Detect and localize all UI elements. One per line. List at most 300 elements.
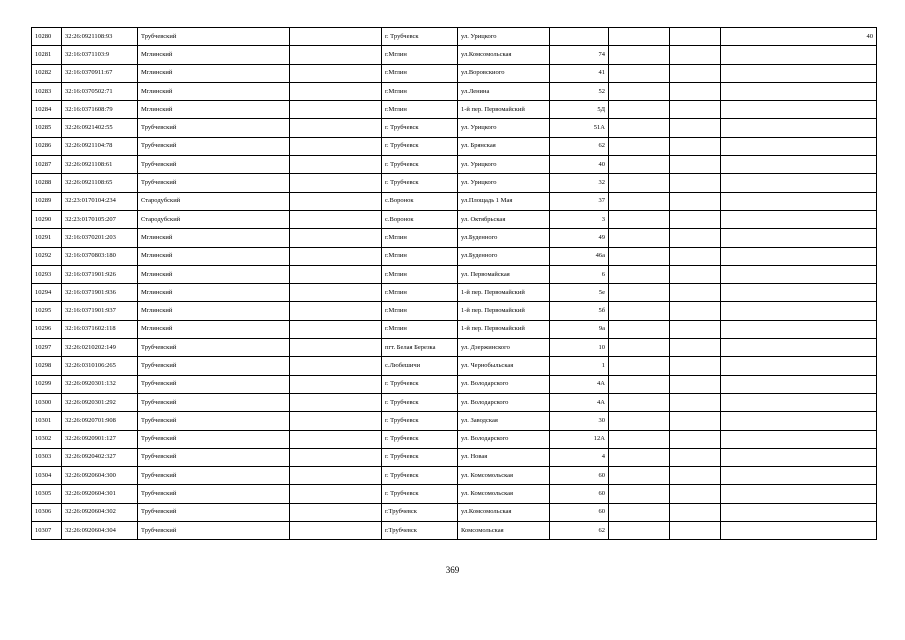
row-id-cell: 10299 [32, 375, 62, 393]
value-cell [721, 320, 877, 338]
blank-cell [609, 393, 670, 411]
row-id-cell: 10285 [32, 119, 62, 137]
house-number-cell: 5е [550, 284, 609, 302]
settlement-cell: г. Трубчевск [382, 430, 458, 448]
table-row [32, 284, 877, 302]
blank-cell [290, 339, 382, 357]
table-row [32, 320, 877, 338]
table-row [32, 430, 877, 448]
blank-cell [290, 265, 382, 283]
settlement-cell: г. Трубчевск [382, 156, 458, 174]
blank-cell [609, 119, 670, 137]
house-number-cell: 46а [550, 247, 609, 265]
district-cell: Мглинский [138, 302, 290, 320]
blank-cell [670, 485, 721, 503]
settlement-cell: г.Трубчевск [382, 522, 458, 540]
value-cell [721, 448, 877, 466]
district-cell: Мглинский [138, 46, 290, 64]
value-cell [721, 247, 877, 265]
value-cell [721, 284, 877, 302]
settlement-cell: г. Трубчевск [382, 393, 458, 411]
house-number-cell: 6 [550, 265, 609, 283]
table-row [32, 82, 877, 100]
blank-cell [670, 156, 721, 174]
row-id-cell: 10287 [32, 156, 62, 174]
row-id-cell: 10289 [32, 192, 62, 210]
value-cell [721, 156, 877, 174]
value-cell [721, 137, 877, 155]
district-cell: Трубчевский [138, 28, 290, 46]
district-cell: Трубчевский [138, 375, 290, 393]
house-number-cell: 5б [550, 302, 609, 320]
settlement-cell: г.Мглин [382, 82, 458, 100]
settlement-cell: г.Мглин [382, 229, 458, 247]
table-row [32, 357, 877, 375]
blank-cell [609, 448, 670, 466]
table-row [32, 64, 877, 82]
district-cell: Трубчевский [138, 156, 290, 174]
district-cell: Мглинский [138, 82, 290, 100]
table-row [32, 503, 877, 521]
value-cell [721, 101, 877, 119]
row-id-cell: 10301 [32, 412, 62, 430]
settlement-cell: г.Мглин [382, 320, 458, 338]
value-cell [721, 265, 877, 283]
row-id-cell: 10284 [32, 101, 62, 119]
row-id-cell: 10286 [32, 137, 62, 155]
district-cell: Трубчевский [138, 503, 290, 521]
cadastral-number-cell: 32:26:0921104:78 [62, 137, 138, 155]
settlement-cell: г. Трубчевск [382, 119, 458, 137]
row-id-cell: 10300 [32, 393, 62, 411]
street-cell: ул.Буденного [458, 229, 550, 247]
house-number-cell: 37 [550, 192, 609, 210]
house-number-cell: 4А [550, 375, 609, 393]
settlement-cell: г.Мглин [382, 302, 458, 320]
settlement-cell: г.Мглин [382, 247, 458, 265]
value-cell [721, 503, 877, 521]
street-cell: ул.Площадь 1 Мая [458, 192, 550, 210]
table-row [32, 448, 877, 466]
district-cell: Трубчевский [138, 412, 290, 430]
street-cell: ул.Буденного [458, 247, 550, 265]
settlement-cell: г. Трубчевск [382, 448, 458, 466]
blank-cell [290, 174, 382, 192]
blank-cell [670, 503, 721, 521]
row-id-cell: 10282 [32, 64, 62, 82]
page-number: 369 [445, 565, 460, 575]
blank-cell [609, 210, 670, 228]
cadastral-number-cell: 32:16:0371602:118 [62, 320, 138, 338]
row-id-cell: 10283 [32, 82, 62, 100]
blank-cell [609, 229, 670, 247]
street-cell: ул.Комсомольская [458, 503, 550, 521]
blank-cell [290, 101, 382, 119]
table-row [32, 156, 877, 174]
house-number-cell: 51А [550, 119, 609, 137]
house-number-cell: 5Д [550, 101, 609, 119]
cadastral-number-cell: 32:16:0371901:926 [62, 265, 138, 283]
row-id-cell: 10296 [32, 320, 62, 338]
cadastral-number-cell: 32:16:0371901:936 [62, 284, 138, 302]
street-cell: 1-й пер. Первомайский [458, 101, 550, 119]
blank-cell [290, 119, 382, 137]
house-number-cell: 41 [550, 64, 609, 82]
blank-cell [290, 247, 382, 265]
settlement-cell: г. Трубчевск [382, 137, 458, 155]
blank-cell [290, 467, 382, 485]
street-cell: ул. Чернобыльская [458, 357, 550, 375]
blank-cell [670, 64, 721, 82]
row-id-cell: 10280 [32, 28, 62, 46]
registry-table [31, 27, 877, 540]
value-cell [721, 119, 877, 137]
settlement-cell: г.Мглин [382, 46, 458, 64]
blank-cell [290, 448, 382, 466]
settlement-cell: с.Любешичи [382, 357, 458, 375]
row-id-cell: 10294 [32, 284, 62, 302]
blank-cell [290, 192, 382, 210]
blank-cell [290, 210, 382, 228]
blank-cell [290, 503, 382, 521]
cadastral-number-cell: 32:26:0920301:292 [62, 393, 138, 411]
blank-cell [670, 375, 721, 393]
blank-cell [670, 448, 721, 466]
cadastral-number-cell: 32:26:0920604:302 [62, 503, 138, 521]
blank-cell [609, 137, 670, 155]
blank-cell [609, 156, 670, 174]
house-number-cell: 32 [550, 174, 609, 192]
blank-cell [609, 302, 670, 320]
blank-cell [670, 137, 721, 155]
blank-cell [670, 522, 721, 540]
table-row [32, 119, 877, 137]
street-cell: 1-й пер. Первомайский [458, 320, 550, 338]
table-row [32, 137, 877, 155]
table-row [32, 174, 877, 192]
value-cell [721, 393, 877, 411]
house-number-cell: 4А [550, 393, 609, 411]
street-cell: ул.Комсомольская [458, 46, 550, 64]
settlement-cell: г. Трубчевск [382, 174, 458, 192]
value-cell [721, 192, 877, 210]
district-cell: Трубчевский [138, 522, 290, 540]
blank-cell [670, 192, 721, 210]
house-number-cell: 3 [550, 210, 609, 228]
house-number-cell: 30 [550, 412, 609, 430]
blank-cell [290, 393, 382, 411]
cadastral-number-cell: 32:16:0371901:937 [62, 302, 138, 320]
row-id-cell: 10303 [32, 448, 62, 466]
value-cell [721, 357, 877, 375]
cadastral-number-cell: 32:16:0370502:71 [62, 82, 138, 100]
row-id-cell: 10281 [32, 46, 62, 64]
blank-cell [609, 430, 670, 448]
value-cell [721, 375, 877, 393]
house-number-cell: 62 [550, 522, 609, 540]
value-cell [721, 229, 877, 247]
blank-cell [290, 284, 382, 302]
district-cell: Стародубский [138, 210, 290, 228]
blank-cell [670, 82, 721, 100]
blank-cell [670, 265, 721, 283]
row-id-cell: 10290 [32, 210, 62, 228]
house-number-cell: 60 [550, 467, 609, 485]
table-row [32, 302, 877, 320]
registry-rows [32, 28, 877, 540]
street-cell: ул. Комсомольская [458, 485, 550, 503]
table-row [32, 522, 877, 540]
table-row [32, 28, 877, 46]
value-cell [721, 430, 877, 448]
row-id-cell: 10292 [32, 247, 62, 265]
blank-cell [670, 174, 721, 192]
house-number-cell: 60 [550, 485, 609, 503]
row-id-cell: 10302 [32, 430, 62, 448]
row-id-cell: 10305 [32, 485, 62, 503]
blank-cell [670, 119, 721, 137]
blank-cell [609, 192, 670, 210]
settlement-cell: г.Мглин [382, 101, 458, 119]
district-cell: Мглинский [138, 265, 290, 283]
blank-cell [670, 302, 721, 320]
blank-cell [290, 357, 382, 375]
house-number-cell: 40 [550, 156, 609, 174]
cadastral-number-cell: 32:23:0170105:207 [62, 210, 138, 228]
district-cell: Трубчевский [138, 137, 290, 155]
house-number-cell: 1 [550, 357, 609, 375]
street-cell: 1-й пер. Первомайский [458, 284, 550, 302]
blank-cell [609, 320, 670, 338]
blank-cell [290, 28, 382, 46]
street-cell: ул. Володарского [458, 375, 550, 393]
blank-cell [670, 320, 721, 338]
cadastral-number-cell: 32:26:0920604:301 [62, 485, 138, 503]
house-number-cell: 60 [550, 503, 609, 521]
street-cell: ул. Урицкого [458, 28, 550, 46]
blank-cell [670, 467, 721, 485]
blank-cell [290, 156, 382, 174]
street-cell: ул. Заводская [458, 412, 550, 430]
cadastral-number-cell: 32:23:0170104:234 [62, 192, 138, 210]
row-id-cell: 10297 [32, 339, 62, 357]
blank-cell [290, 64, 382, 82]
house-number-cell: 74 [550, 46, 609, 64]
street-cell: ул. Урицкого [458, 174, 550, 192]
cadastral-number-cell: 32:16:0371608:79 [62, 101, 138, 119]
district-cell: Трубчевский [138, 393, 290, 411]
street-cell: ул. Володарского [458, 393, 550, 411]
table-row [32, 412, 877, 430]
blank-cell [290, 46, 382, 64]
cadastral-number-cell: 32:26:0920604:300 [62, 467, 138, 485]
settlement-cell: с.Воронок [382, 192, 458, 210]
value-cell [721, 339, 877, 357]
value-cell [721, 302, 877, 320]
blank-cell [609, 503, 670, 521]
district-cell: Трубчевский [138, 119, 290, 137]
blank-cell [670, 229, 721, 247]
blank-cell [609, 467, 670, 485]
table-row [32, 229, 877, 247]
blank-cell [670, 430, 721, 448]
table-row [32, 485, 877, 503]
blank-cell [609, 265, 670, 283]
blank-cell [609, 412, 670, 430]
blank-cell [609, 375, 670, 393]
row-id-cell: 10295 [32, 302, 62, 320]
district-cell: Трубчевский [138, 430, 290, 448]
table-row [32, 46, 877, 64]
cadastral-number-cell: 32:26:0921402:55 [62, 119, 138, 137]
table-row [32, 467, 877, 485]
table-row [32, 192, 877, 210]
house-number-cell: 10 [550, 339, 609, 357]
cadastral-number-cell: 32:26:0921108:65 [62, 174, 138, 192]
blank-cell [290, 137, 382, 155]
cadastral-number-cell: 32:26:0920604:304 [62, 522, 138, 540]
cadastral-number-cell: 32:26:0920402:327 [62, 448, 138, 466]
blank-cell [609, 46, 670, 64]
blank-cell [609, 28, 670, 46]
settlement-cell: г.Мглин [382, 265, 458, 283]
district-cell: Мглинский [138, 64, 290, 82]
blank-cell [290, 82, 382, 100]
house-number-cell: 62 [550, 137, 609, 155]
street-cell: ул. Урицкого [458, 119, 550, 137]
blank-cell [670, 339, 721, 357]
blank-cell [290, 485, 382, 503]
blank-cell [670, 284, 721, 302]
street-cell: ул. Володарского [458, 430, 550, 448]
blank-cell [609, 174, 670, 192]
district-cell: Мглинский [138, 284, 290, 302]
blank-cell [670, 101, 721, 119]
row-id-cell: 10307 [32, 522, 62, 540]
district-cell: Мглинский [138, 101, 290, 119]
street-cell: ул. Октябрьская [458, 210, 550, 228]
blank-cell [670, 357, 721, 375]
table-row [32, 210, 877, 228]
blank-cell [290, 412, 382, 430]
value-cell [721, 82, 877, 100]
district-cell: Мглинский [138, 229, 290, 247]
settlement-cell: г. Трубчевск [382, 412, 458, 430]
blank-cell [670, 393, 721, 411]
settlement-cell: с.Воронок [382, 210, 458, 228]
district-cell: Трубчевский [138, 485, 290, 503]
value-cell [721, 412, 877, 430]
cadastral-number-cell: 32:26:0920901:127 [62, 430, 138, 448]
settlement-cell: г. Трубчевск [382, 467, 458, 485]
blank-cell [609, 64, 670, 82]
street-cell: Комсомольская [458, 522, 550, 540]
house-number-cell: 12А [550, 430, 609, 448]
blank-cell [670, 46, 721, 64]
blank-cell [609, 485, 670, 503]
blank-cell [290, 302, 382, 320]
blank-cell [609, 522, 670, 540]
settlement-cell: пгт. Белая Березка [382, 339, 458, 357]
district-cell: Трубчевский [138, 339, 290, 357]
district-cell: Трубчевский [138, 448, 290, 466]
house-number-cell [550, 28, 609, 46]
cadastral-number-cell: 32:26:0210202:149 [62, 339, 138, 357]
row-id-cell: 10293 [32, 265, 62, 283]
cadastral-number-cell: 32:26:0310106:265 [62, 357, 138, 375]
blank-cell [290, 229, 382, 247]
settlement-cell: г.Мглин [382, 284, 458, 302]
street-cell: ул. Новая [458, 448, 550, 466]
street-cell: 1-й пер. Первомайский [458, 302, 550, 320]
street-cell: ул.Ленина [458, 82, 550, 100]
cadastral-number-cell: 32:26:0921108:93 [62, 28, 138, 46]
blank-cell [609, 247, 670, 265]
blank-cell [290, 430, 382, 448]
district-cell: Мглинский [138, 320, 290, 338]
house-number-cell: 52 [550, 82, 609, 100]
blank-cell [670, 412, 721, 430]
value-cell [721, 485, 877, 503]
cadastral-number-cell: 32:16:0371103:9 [62, 46, 138, 64]
settlement-cell: г.Трубчевск [382, 503, 458, 521]
value-cell [721, 174, 877, 192]
house-number-cell: 4 [550, 448, 609, 466]
cadastral-number-cell: 32:26:0920301:132 [62, 375, 138, 393]
row-id-cell: 10306 [32, 503, 62, 521]
settlement-cell: г.Мглин [382, 64, 458, 82]
value-cell [721, 64, 877, 82]
row-id-cell: 10291 [32, 229, 62, 247]
table-row [32, 265, 877, 283]
table-row [32, 339, 877, 357]
blank-cell [609, 101, 670, 119]
cadastral-number-cell: 32:26:0921108:61 [62, 156, 138, 174]
cadastral-number-cell: 32:26:0920701:908 [62, 412, 138, 430]
table-row [32, 375, 877, 393]
house-number-cell: 9а [550, 320, 609, 338]
settlement-cell: г. Трубчевск [382, 375, 458, 393]
street-cell: ул. Урицкого [458, 156, 550, 174]
value-cell [721, 522, 877, 540]
table-row [32, 101, 877, 119]
cadastral-number-cell: 32:16:0370911:67 [62, 64, 138, 82]
district-cell: Трубчевский [138, 174, 290, 192]
street-cell: ул. Первомайская [458, 265, 550, 283]
cadastral-number-cell: 32:16:0370803:180 [62, 247, 138, 265]
blank-cell [609, 284, 670, 302]
street-cell: ул. Брянская [458, 137, 550, 155]
row-id-cell: 10298 [32, 357, 62, 375]
blank-cell [290, 522, 382, 540]
table-row [32, 393, 877, 411]
blank-cell [609, 357, 670, 375]
value-cell [721, 467, 877, 485]
row-id-cell: 10304 [32, 467, 62, 485]
district-cell: Мглинский [138, 247, 290, 265]
value-cell [721, 46, 877, 64]
street-cell: ул. Дзержинского [458, 339, 550, 357]
value-cell: 40 [721, 28, 877, 46]
street-cell: ул.Воровскиого [458, 64, 550, 82]
district-cell: Стародубский [138, 192, 290, 210]
street-cell: ул. Комсомольская [458, 467, 550, 485]
row-id-cell: 10288 [32, 174, 62, 192]
cadastral-number-cell: 32:16:0370201:203 [62, 229, 138, 247]
blank-cell [609, 82, 670, 100]
blank-cell [290, 375, 382, 393]
settlement-cell: г. Трубчевск [382, 485, 458, 503]
